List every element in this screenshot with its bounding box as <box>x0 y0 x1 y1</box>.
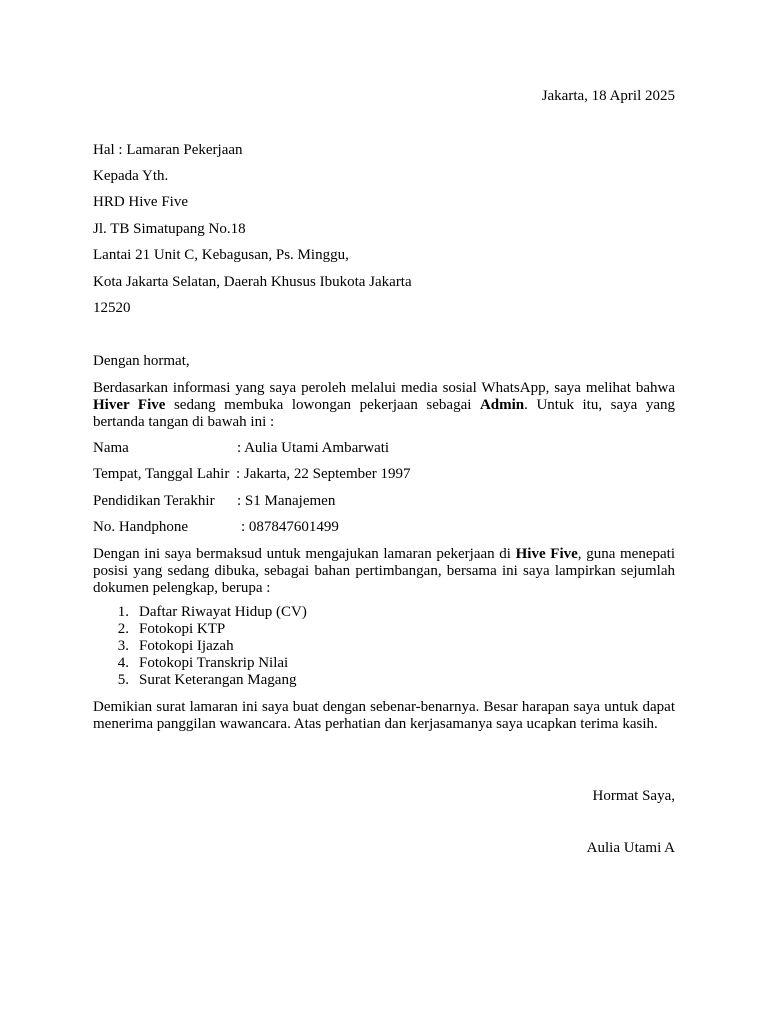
list-item <box>93 655 593 672</box>
identity-label: Nama <box>93 440 129 456</box>
list-number: 5. <box>117 672 129 688</box>
greeting: Dengan hormat, <box>93 353 190 369</box>
identity-value: : 087847601499 <box>241 519 339 535</box>
opening-text: sedang membuka lowongan pekerjaan sebagai <box>165 397 480 413</box>
recipient-line: HRD Hive Five <box>93 194 188 210</box>
closing-paragraph: Demikian surat lamaran ini saya buat dengan sebenar-benarnya. Besar harapan saya untuk dapat menerima panggilan wawancara. Atas perhatian dan kerjasamanya saya ucapkan terima kasih. <box>93 699 675 732</box>
intent-paragraph <box>93 546 675 597</box>
list-item <box>93 672 593 689</box>
list-number: 4. <box>117 655 129 671</box>
identity-value: : Aulia Utami Ambarwati <box>237 440 390 456</box>
letter-subject: Hal : Lamaran Pekerjaan <box>93 142 243 158</box>
list-text: Daftar Riwayat Hidup (CV) <box>139 604 307 620</box>
sign-off: Hormat Saya, <box>592 788 675 804</box>
company-name: Hiver Five <box>93 397 166 413</box>
recipient-line: Kepada Yth. <box>93 168 169 184</box>
company-name: Hive Five <box>515 546 578 562</box>
position-name: Admin <box>479 397 525 413</box>
list-number: 2. <box>117 621 129 637</box>
list-text: Surat Keterangan Magang <box>139 672 297 688</box>
opening-text: Berdasarkan informasi yang saya peroleh melalui media sosial WhatsApp, saya melihat bahwa <box>93 380 675 396</box>
list-item <box>93 638 593 655</box>
identity-label: No. Handphone <box>93 519 188 535</box>
intent-text: , guna menepati posisi yang sedang dibuka, sebagai bahan pertimbangan, bersama ini saya lampirkan sejumlah dokumen pelengkap, berupa : <box>93 546 675 596</box>
list-number: 1. <box>117 604 129 620</box>
list-item <box>93 604 593 621</box>
list-text: Fotokopi Ijazah <box>139 638 234 654</box>
list-item <box>93 621 593 638</box>
attachment-list <box>93 604 593 689</box>
list-text: Fotokopi KTP <box>139 621 226 637</box>
recipient-line: 12520 <box>93 300 131 316</box>
recipient-line: Lantai 21 Unit C, Kebagusan, Ps. Minggu, <box>93 247 349 263</box>
opening-text: . Untuk itu, saya yang bertanda tangan di bawah ini : <box>93 397 675 430</box>
opening-paragraph <box>93 380 675 431</box>
signer-name: Aulia Utami A <box>586 840 675 856</box>
recipient-line: Jl. TB Simatupang No.18 <box>93 221 246 237</box>
recipient-line: Kota Jakarta Selatan, Daerah Khusus Ibukota Jakarta <box>93 274 412 290</box>
intent-text: Dengan ini saya bermaksud untuk mengajukan lamaran pekerjaan di <box>93 546 516 562</box>
identity-label: Tempat, Tanggal Lahir <box>93 466 230 482</box>
identity-value: : S1 Manajemen <box>237 493 336 509</box>
identity-value: : Jakarta, 22 September 1997 <box>236 466 411 482</box>
list-text: Fotokopi Transkrip Nilai <box>139 655 289 671</box>
list-number: 3. <box>117 638 129 654</box>
identity-label: Pendidikan Terakhir <box>93 493 215 509</box>
place-date: Jakarta, 18 April 2025 <box>541 88 675 104</box>
